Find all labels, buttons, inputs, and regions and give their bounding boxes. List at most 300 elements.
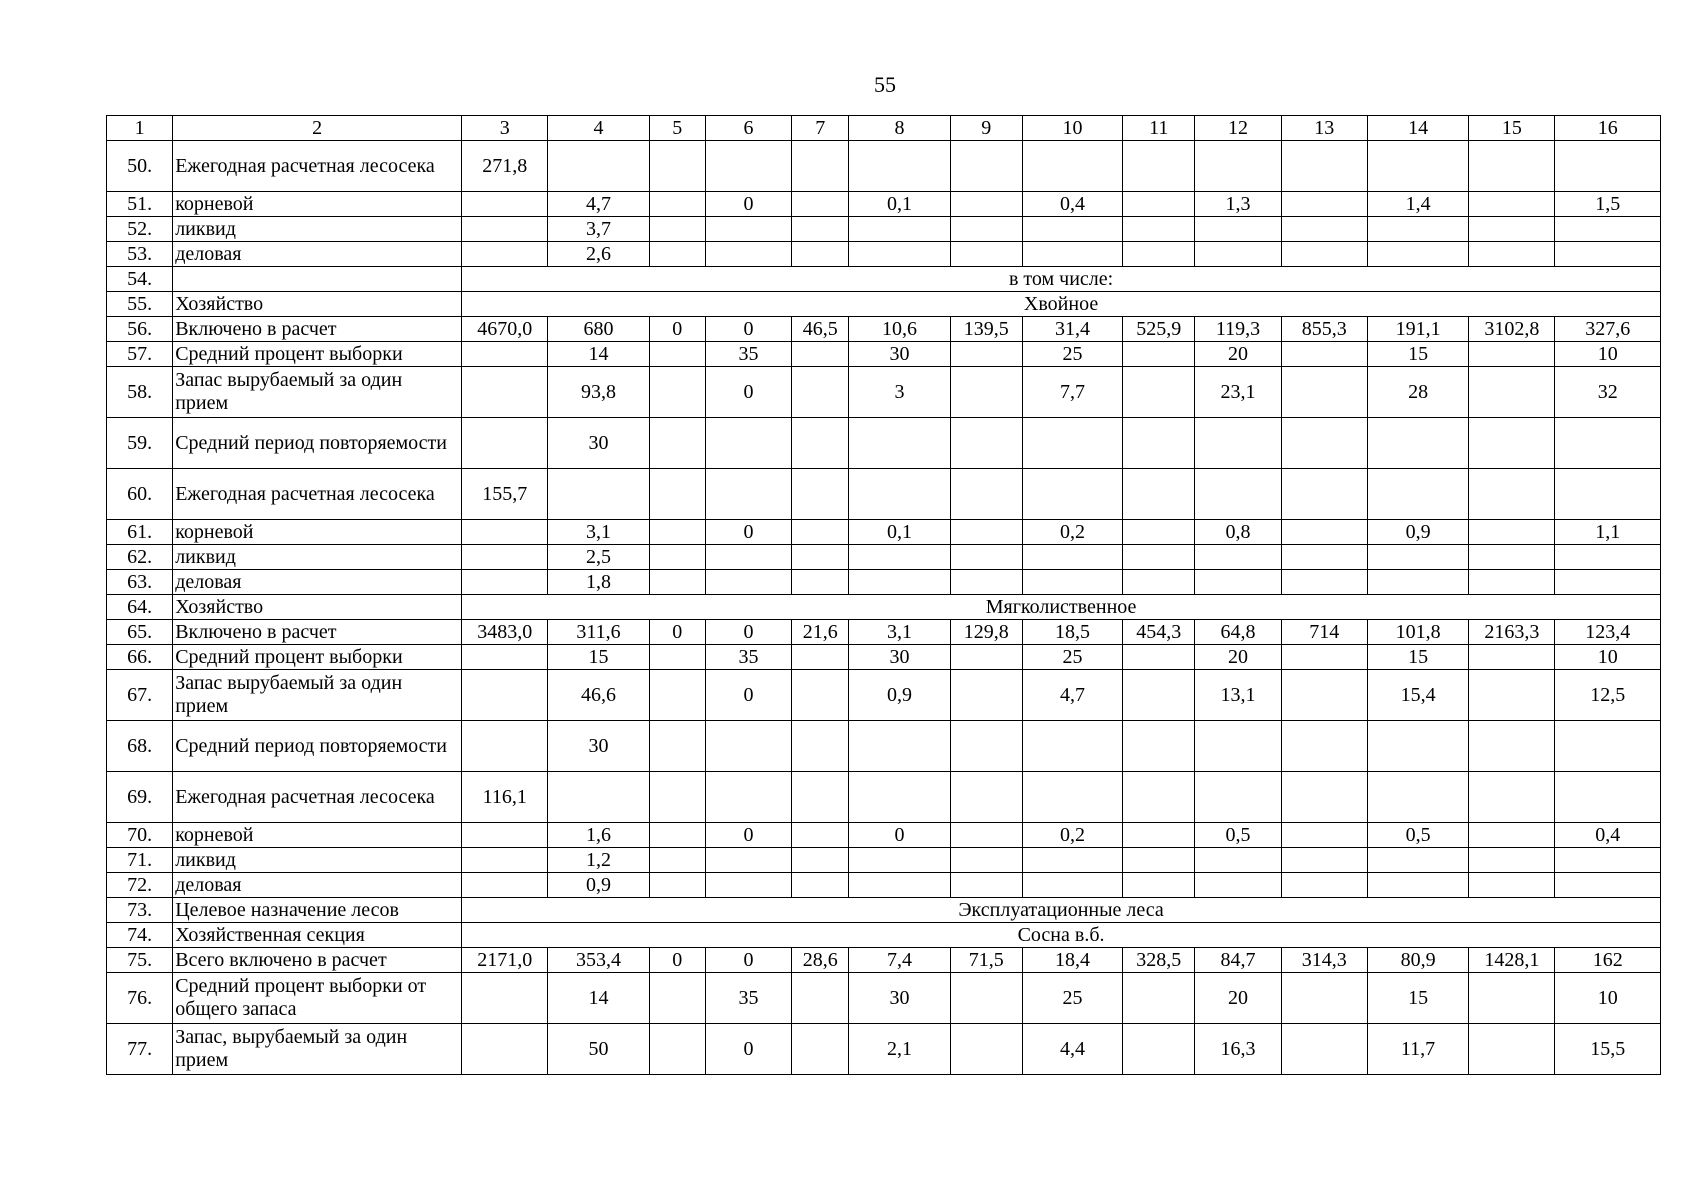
row-label: ликвид	[173, 217, 462, 242]
table-cell	[792, 823, 849, 848]
table-cell	[1022, 242, 1122, 267]
table-cell	[1195, 141, 1281, 192]
table-cell: 2,1	[849, 1024, 950, 1075]
table-cell	[1123, 645, 1195, 670]
table-cell	[792, 469, 849, 520]
table-cell	[1022, 418, 1122, 469]
table-cell	[1195, 217, 1281, 242]
table-cell	[950, 418, 1022, 469]
table-cell	[649, 141, 705, 192]
table-cell: 10	[1555, 645, 1661, 670]
row-number: 74.	[107, 923, 173, 948]
table-row	[107, 418, 1661, 469]
table-cell: 0	[705, 948, 791, 973]
table-cell: 25	[1022, 645, 1122, 670]
table-cell	[649, 520, 705, 545]
row-number: 50.	[107, 141, 173, 192]
table-cell: 4,4	[1022, 1024, 1122, 1075]
table-cell: 116,1	[462, 772, 548, 823]
table-cell	[792, 217, 849, 242]
row-label: Включено в расчет	[173, 620, 462, 645]
table-cell	[1469, 367, 1555, 418]
table-cell	[462, 645, 548, 670]
table-cell	[1022, 469, 1122, 520]
table-cell: 15,4	[1367, 670, 1468, 721]
table-cell: 20	[1195, 342, 1281, 367]
table-cell: 10	[1555, 342, 1661, 367]
section-heading: Хвойное	[462, 292, 1661, 317]
table-cell	[1469, 520, 1555, 545]
table-cell: 23,1	[1195, 367, 1281, 418]
table-cell	[1367, 772, 1468, 823]
table-cell: 4,7	[548, 192, 649, 217]
table-cell: 31,4	[1022, 317, 1122, 342]
table-cell	[1469, 469, 1555, 520]
table-cell	[950, 823, 1022, 848]
table-cell	[1555, 873, 1661, 898]
table-cell	[849, 873, 950, 898]
table-cell	[1469, 772, 1555, 823]
table-row	[107, 367, 1661, 418]
column-header: 16	[1555, 116, 1661, 141]
table-cell: 13,1	[1195, 670, 1281, 721]
table-cell	[1281, 1024, 1367, 1075]
table-cell: 1,6	[548, 823, 649, 848]
table-cell	[1367, 141, 1468, 192]
table-cell: 2163,3	[1469, 620, 1555, 645]
table-cell: 525,9	[1123, 317, 1195, 342]
table-cell	[1281, 367, 1367, 418]
table-cell: 15	[548, 645, 649, 670]
table-cell	[649, 192, 705, 217]
table-row	[107, 1024, 1661, 1075]
table-cell	[1555, 848, 1661, 873]
row-label: Запас, вырубаемый за один прием	[173, 1024, 462, 1075]
table-cell: 12,5	[1555, 670, 1661, 721]
forest-data-table	[106, 115, 1661, 1075]
table-cell	[462, 520, 548, 545]
table-cell	[950, 721, 1022, 772]
column-header: 9	[950, 116, 1022, 141]
section-heading: Мягколиственное	[462, 595, 1661, 620]
column-header: 1	[107, 116, 173, 141]
table-cell	[1123, 721, 1195, 772]
page-number: 55	[874, 72, 896, 97]
row-number: 61.	[107, 520, 173, 545]
table-cell	[1281, 570, 1367, 595]
table-cell: 1,5	[1555, 192, 1661, 217]
table-cell: 0	[849, 823, 950, 848]
row-number: 55.	[107, 292, 173, 317]
table-cell	[462, 242, 548, 267]
row-number: 64.	[107, 595, 173, 620]
table-cell	[548, 469, 649, 520]
column-header: 7	[792, 116, 849, 141]
table-cell	[1367, 721, 1468, 772]
table-cell	[950, 342, 1022, 367]
row-label: Средний процент выборки	[173, 645, 462, 670]
table-cell: 30	[548, 721, 649, 772]
table-cell: 35	[705, 342, 791, 367]
table-cell: 162	[1555, 948, 1661, 973]
table-cell: 11,7	[1367, 1024, 1468, 1075]
table-cell: 35	[705, 973, 791, 1024]
table-cell: 93,8	[548, 367, 649, 418]
table-cell: 15	[1367, 645, 1468, 670]
table-cell	[1281, 217, 1367, 242]
table-row	[107, 242, 1661, 267]
table-cell	[1367, 242, 1468, 267]
row-label: Средний процент выборки от общего запаса	[173, 973, 462, 1024]
row-label: Средний период повторяемости	[173, 721, 462, 772]
table-cell	[649, 772, 705, 823]
table-cell	[705, 570, 791, 595]
table-cell	[1555, 545, 1661, 570]
table-cell	[649, 242, 705, 267]
table-cell	[649, 469, 705, 520]
table-cell	[1195, 570, 1281, 595]
row-label: корневой	[173, 823, 462, 848]
table-cell: 3483,0	[462, 620, 548, 645]
table-cell: 3,1	[548, 520, 649, 545]
table-row	[107, 292, 1661, 317]
table-cell	[462, 342, 548, 367]
table-cell: 16,3	[1195, 1024, 1281, 1075]
table-cell	[1123, 570, 1195, 595]
table-cell	[1469, 570, 1555, 595]
table-cell	[1281, 721, 1367, 772]
table-cell	[1123, 418, 1195, 469]
table-cell	[792, 848, 849, 873]
table-cell	[1367, 848, 1468, 873]
row-number: 71.	[107, 848, 173, 873]
table-cell: 139,5	[950, 317, 1022, 342]
table-row	[107, 342, 1661, 367]
table-cell: 0,4	[1022, 192, 1122, 217]
table-cell	[950, 141, 1022, 192]
table-cell	[849, 469, 950, 520]
table-cell	[849, 141, 950, 192]
table-cell	[1123, 342, 1195, 367]
table-cell	[1281, 670, 1367, 721]
table-row	[107, 948, 1661, 973]
table-body	[107, 141, 1661, 1075]
table-row	[107, 848, 1661, 873]
column-header: 6	[705, 116, 791, 141]
table-cell	[950, 1024, 1022, 1075]
table-cell: 454,3	[1123, 620, 1195, 645]
table-cell	[950, 469, 1022, 520]
table-cell	[1195, 545, 1281, 570]
table-cell	[1469, 721, 1555, 772]
table-cell	[792, 570, 849, 595]
table-cell: 7,7	[1022, 367, 1122, 418]
table-cell: 680	[548, 317, 649, 342]
table-cell	[1469, 242, 1555, 267]
table-cell	[792, 192, 849, 217]
table-cell	[1555, 570, 1661, 595]
table-cell: 0,2	[1022, 520, 1122, 545]
table-cell	[849, 570, 950, 595]
table-cell	[705, 217, 791, 242]
table-cell: 15	[1367, 973, 1468, 1024]
table-cell: 14	[548, 342, 649, 367]
table-cell	[462, 1024, 548, 1075]
table-cell: 20	[1195, 645, 1281, 670]
table-cell: 0	[705, 367, 791, 418]
table-cell	[649, 973, 705, 1024]
table-cell	[649, 342, 705, 367]
table-cell: 84,7	[1195, 948, 1281, 973]
table-cell: 35	[705, 645, 791, 670]
table-cell	[1555, 242, 1661, 267]
table-cell: 3,1	[849, 620, 950, 645]
row-number: 52.	[107, 217, 173, 242]
table-cell: 28	[1367, 367, 1468, 418]
table-cell: 10	[1555, 973, 1661, 1024]
table-cell	[705, 873, 791, 898]
table-cell: 2171,0	[462, 948, 548, 973]
table-cell: 0	[705, 1024, 791, 1075]
table-cell: 71,5	[950, 948, 1022, 973]
table-cell	[849, 545, 950, 570]
table-cell	[1123, 217, 1195, 242]
table-cell: 4670,0	[462, 317, 548, 342]
row-label: корневой	[173, 520, 462, 545]
table-cell	[792, 873, 849, 898]
column-header: 15	[1469, 116, 1555, 141]
row-label: Ежегодная расчетная лесосека	[173, 141, 462, 192]
row-label: Запас вырубаемый за один прием	[173, 367, 462, 418]
table-row	[107, 141, 1661, 192]
table-cell: 0	[705, 192, 791, 217]
table-cell	[462, 570, 548, 595]
table-cell: 1,4	[1367, 192, 1468, 217]
row-number: 75.	[107, 948, 173, 973]
table-cell	[1469, 192, 1555, 217]
table-row	[107, 973, 1661, 1024]
table-cell	[849, 848, 950, 873]
table-cell	[1281, 192, 1367, 217]
table-cell	[950, 873, 1022, 898]
table-cell: 0,4	[1555, 823, 1661, 848]
table-cell: 1,8	[548, 570, 649, 595]
table-row	[107, 772, 1661, 823]
row-label: Всего включено в расчет	[173, 948, 462, 973]
table-row	[107, 898, 1661, 923]
table-cell	[1195, 469, 1281, 520]
table-cell: 30	[849, 645, 950, 670]
table-cell	[1022, 873, 1122, 898]
table-row	[107, 520, 1661, 545]
row-label: Запас вырубаемый за один прием	[173, 670, 462, 721]
table-cell	[1469, 973, 1555, 1024]
table-cell	[1123, 367, 1195, 418]
table-cell	[1469, 645, 1555, 670]
table-cell: 1,1	[1555, 520, 1661, 545]
table-cell	[1123, 469, 1195, 520]
table-cell	[1281, 973, 1367, 1024]
row-label: деловая	[173, 242, 462, 267]
table-row	[107, 670, 1661, 721]
table-row	[107, 923, 1661, 948]
table-cell	[1195, 772, 1281, 823]
table-cell	[548, 141, 649, 192]
table-cell	[849, 418, 950, 469]
table-row	[107, 595, 1661, 620]
row-number: 59.	[107, 418, 173, 469]
table-cell	[950, 570, 1022, 595]
table-cell	[1022, 217, 1122, 242]
table-cell	[1022, 721, 1122, 772]
table-cell	[1281, 645, 1367, 670]
table-cell: 0,9	[548, 873, 649, 898]
table-cell	[462, 848, 548, 873]
table-cell	[792, 520, 849, 545]
table-cell	[1281, 823, 1367, 848]
table-cell	[1555, 721, 1661, 772]
row-number: 58.	[107, 367, 173, 418]
table-cell	[649, 670, 705, 721]
table-cell	[950, 848, 1022, 873]
table-cell: 0,1	[849, 192, 950, 217]
table-cell	[1195, 848, 1281, 873]
table-cell: 0,2	[1022, 823, 1122, 848]
table-cell	[1555, 418, 1661, 469]
table-cell: 1,3	[1195, 192, 1281, 217]
table-cell: 0	[705, 670, 791, 721]
column-header: 13	[1281, 116, 1367, 141]
table-cell	[1281, 242, 1367, 267]
table-row	[107, 823, 1661, 848]
table-cell: 0,8	[1195, 520, 1281, 545]
table-cell: 18,4	[1022, 948, 1122, 973]
row-number: 67.	[107, 670, 173, 721]
table-cell	[705, 418, 791, 469]
table-cell: 15	[1367, 342, 1468, 367]
table-cell	[1555, 217, 1661, 242]
table-cell	[1367, 418, 1468, 469]
table-cell	[1469, 141, 1555, 192]
row-number: 68.	[107, 721, 173, 772]
table-cell: 32	[1555, 367, 1661, 418]
table-cell: 80,9	[1367, 948, 1468, 973]
table-cell: 123,4	[1555, 620, 1661, 645]
table-cell: 25	[1022, 973, 1122, 1024]
column-header: 5	[649, 116, 705, 141]
table-cell	[705, 772, 791, 823]
table-cell: 46,5	[792, 317, 849, 342]
table-cell	[792, 645, 849, 670]
table-cell	[1281, 342, 1367, 367]
table-row	[107, 545, 1661, 570]
table-cell: 7,4	[849, 948, 950, 973]
table-cell: 328,5	[1123, 948, 1195, 973]
row-number: 76.	[107, 973, 173, 1024]
table-cell	[1367, 873, 1468, 898]
table-cell	[462, 670, 548, 721]
table-cell	[950, 192, 1022, 217]
table-cell	[1022, 141, 1122, 192]
table-cell	[462, 973, 548, 1024]
table-cell	[649, 1024, 705, 1075]
table-cell	[1281, 848, 1367, 873]
row-number: 63.	[107, 570, 173, 595]
table-cell	[792, 772, 849, 823]
table-cell	[1123, 823, 1195, 848]
table-cell	[1123, 545, 1195, 570]
header-row	[107, 116, 1661, 141]
column-header: 12	[1195, 116, 1281, 141]
table-cell	[1469, 873, 1555, 898]
table-cell	[649, 823, 705, 848]
table-cell: 0	[649, 948, 705, 973]
table-cell: 28,6	[792, 948, 849, 973]
row-label: Хозяйственная секция	[173, 923, 462, 948]
row-label: корневой	[173, 192, 462, 217]
row-label: деловая	[173, 873, 462, 898]
table-cell: 15,5	[1555, 1024, 1661, 1075]
table-cell	[792, 141, 849, 192]
table-cell	[849, 242, 950, 267]
table-cell	[1555, 772, 1661, 823]
row-label: ликвид	[173, 545, 462, 570]
table-cell	[792, 418, 849, 469]
table-cell	[1123, 973, 1195, 1024]
table-cell	[649, 721, 705, 772]
table-row	[107, 570, 1661, 595]
table-cell	[1022, 772, 1122, 823]
table-row	[107, 317, 1661, 342]
table-cell: 3,7	[548, 217, 649, 242]
table-cell: 101,8	[1367, 620, 1468, 645]
table-cell: 14	[548, 973, 649, 1024]
table-row	[107, 873, 1661, 898]
row-number: 51.	[107, 192, 173, 217]
table-cell	[705, 545, 791, 570]
row-label: Ежегодная расчетная лесосека	[173, 772, 462, 823]
table-cell: 311,6	[548, 620, 649, 645]
table-cell	[1469, 217, 1555, 242]
table-cell: 2,6	[548, 242, 649, 267]
table-cell	[1195, 418, 1281, 469]
row-number: 66.	[107, 645, 173, 670]
table-cell	[649, 545, 705, 570]
table-cell: 271,8	[462, 141, 548, 192]
column-header: 10	[1022, 116, 1122, 141]
table-cell	[1367, 217, 1468, 242]
table-cell: 30	[849, 973, 950, 1024]
table-cell	[1281, 520, 1367, 545]
column-header: 11	[1123, 116, 1195, 141]
table-cell	[649, 418, 705, 469]
table-cell	[1123, 141, 1195, 192]
row-label: Хозяйство	[173, 595, 462, 620]
table-cell: 129,8	[950, 620, 1022, 645]
table-cell	[1555, 469, 1661, 520]
table-cell	[792, 545, 849, 570]
column-header: 2	[173, 116, 462, 141]
table-cell	[792, 342, 849, 367]
table-cell	[1367, 469, 1468, 520]
row-label: Хозяйство	[173, 292, 462, 317]
table-cell	[792, 242, 849, 267]
table-cell	[1123, 670, 1195, 721]
table-cell: 4,7	[1022, 670, 1122, 721]
table-cell: 0,9	[1367, 520, 1468, 545]
table-cell	[1469, 1024, 1555, 1075]
table-cell	[1281, 873, 1367, 898]
